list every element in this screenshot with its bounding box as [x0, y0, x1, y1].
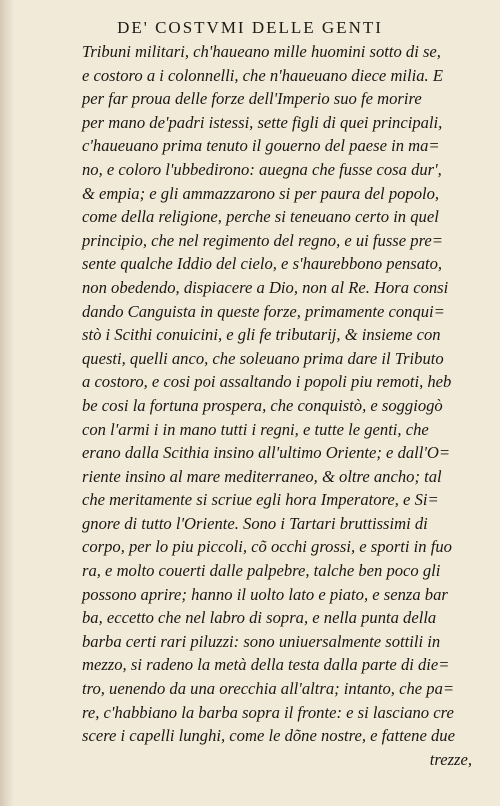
text-line: mezzo, si radeno la metà della testa dalla parte di die= — [82, 655, 450, 675]
text-line: per mano de'padri istessi, sette figli di quei principali, — [82, 112, 443, 132]
body-text — [82, 40, 482, 771]
text-line: Tribuni militari, ch'haueano mille huomini sotto di se, — [82, 42, 441, 61]
text-line: stò i Scithi conuicini, e gli fe tributarij, & insieme con — [82, 325, 441, 345]
text-line: e costoro a i colonnelli, che n'haueuano diece milia. E — [82, 65, 443, 85]
text-line: be cosi la fortuna prospera, che conquistò, e soggiogò — [82, 395, 443, 415]
text-line: con l'armi i in mano tutti i regni, e tutte le genti, che — [82, 419, 429, 439]
text-line: sente qualche Iddio del cielo, e s'haurebbono pensato, — [82, 254, 443, 274]
text-line: per far proua delle forze dell'Imperio suo fe morire — [82, 89, 422, 109]
text-line: come della religione, perche si teneuano certo in quel — [82, 207, 439, 227]
text-line: possono aprire; hanno il uolto lato e piato, e senza bar — [82, 584, 448, 604]
text-line: tro, uenendo da una orecchia all'altra; intanto, che pa= — [82, 679, 455, 699]
text-line: barba certi rari piluzzi: sono uniuersalmente sottili in — [82, 631, 441, 651]
text-line: principio, che nel regimento del regno, e ui fusse pre= — [82, 230, 443, 250]
text-line: dando Canguista in queste forze, primamente conqui= — [82, 301, 445, 321]
text-line: no, e coloro l'ubbedirono: auegna che fusse cosa dur', — [82, 159, 442, 179]
page-gutter-shadow — [0, 0, 14, 806]
text-line: a costoro, e cosi poi assaltando i popoli piu remoti, heb — [82, 372, 452, 392]
text-line: scere i capelli lunghi, come le dõne nostre, e fattene due — [82, 726, 455, 746]
text-line: non obedendo, dispiacere a Dio, non al Re. Hora consi — [82, 277, 449, 297]
text-line: ra, e molto couerti dalle palpebre, talche ben poco gli — [82, 561, 441, 581]
text-line: & empia; e gli ammazzarono si per paura del popolo, — [82, 183, 440, 203]
text-line: erano dalla Scithia insino all'ultimo Oriente; e dall'O= — [82, 443, 451, 463]
text-line: c'haueuano prima tenuto il gouerno del paese in ma= — [82, 136, 440, 156]
text-line: che meritamente si scriue egli hora Imperatore, e Si= — [82, 490, 439, 510]
text-line: ba, eccetto che nel labro di sopra, e nella punta della — [82, 608, 437, 628]
text-line: questi, quelli anco, che soleuano prima dare il Tributo — [82, 348, 444, 368]
text-line: trezze, — [429, 749, 472, 769]
running-header: DE' COSTVMI DELLE GENTI — [117, 18, 383, 37]
text-line: gnore di tutto l'Oriente. Sono i Tartari bruttissimi di — [82, 513, 428, 533]
text-line: corpo, per lo piu piccoli, cõ occhi grossi, e sporti in fuo — [82, 537, 452, 557]
text-line: re, c'habbiano la barba sopra il fronte: e si lasciano cre — [82, 702, 454, 722]
text-line: riente insino al mare mediterraneo, & oltre ancho; tal — [82, 466, 442, 486]
